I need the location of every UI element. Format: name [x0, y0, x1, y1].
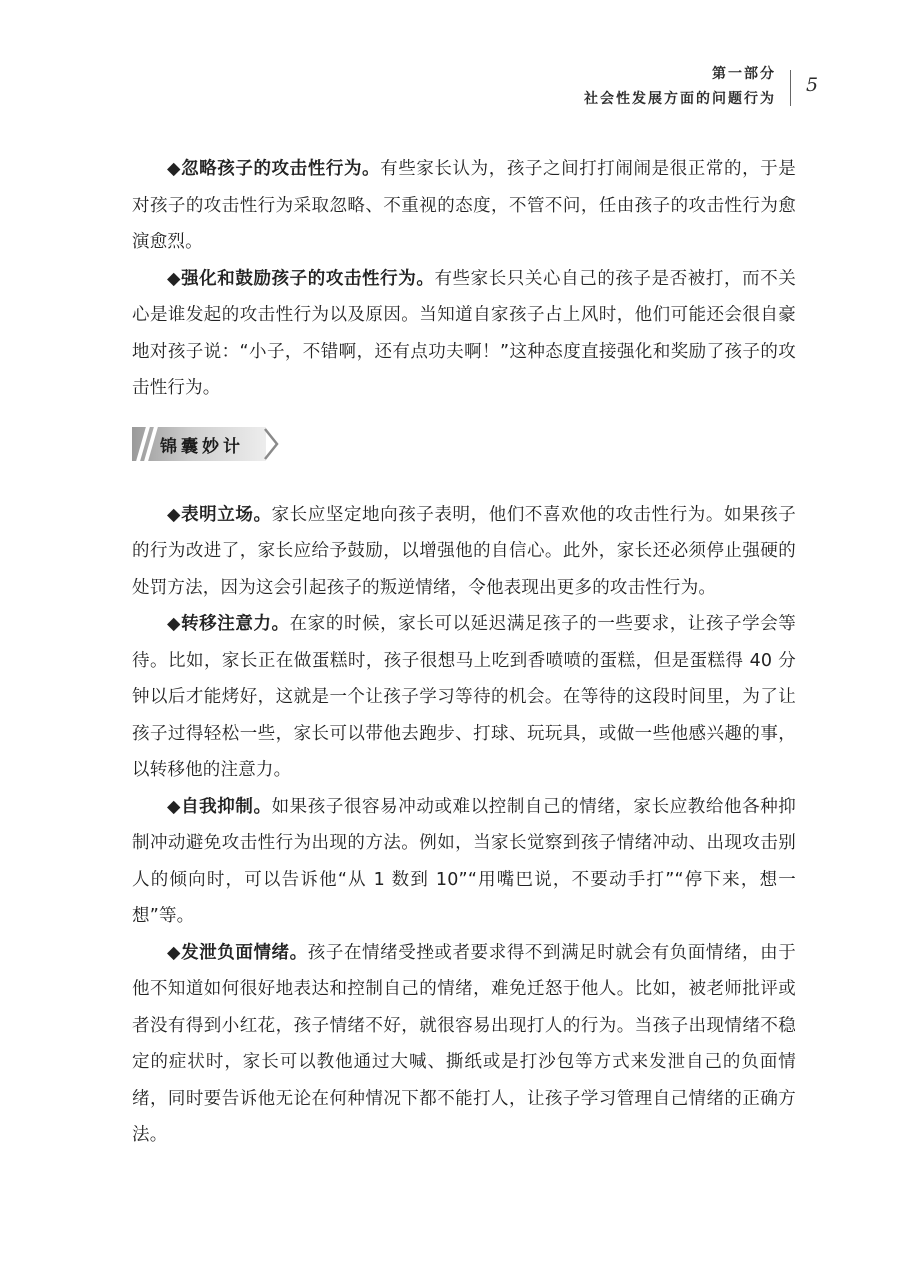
paragraph-heading: 强化和鼓励孩子的攻击性行为。 [181, 268, 435, 289]
paragraph-state-position [132, 497, 796, 607]
diamond-bullet-icon: ◆ [167, 942, 182, 963]
page-number: 5 [806, 74, 819, 96]
tips-section-banner [132, 427, 280, 461]
header-section-title: 社会性发展方面的问题行为 [584, 91, 776, 107]
paragraph-text: 如果孩子很容易冲动或难以控制自己的情绪，家长应教给他各种抑制冲动避免攻击性行为出现的方法。例如，当家长觉察到孩子情绪冲动、出现攻击别人的倾向时，可以告诉他“从 1 数到 10”“用嘴巴说，不要动手打”“停下来，想一想”等。 [132, 796, 796, 926]
diamond-bullet-icon: ◆ [167, 796, 182, 817]
diamond-bullet-icon: ◆ [167, 159, 182, 179]
paragraph-heading: 自我抑制。 [181, 796, 272, 817]
diamond-bullet-icon: ◆ [167, 504, 182, 525]
running-header [584, 62, 776, 112]
paragraph-divert-attention [132, 606, 796, 789]
header-divider [790, 70, 791, 106]
banner-title: 锦囊妙计 [160, 436, 244, 457]
paragraph-text: 在家的时候，家长可以延迟满足孩子的一些要求，让孩子学会等待。比如，家长正在做蛋糕时，孩子很想马上吃到香喷喷的蛋糕，但是蛋糕得 40 分钟以后才能烤好，这就是一个让孩子学习等待的机会。在等待的这段时间里，为了让孩子过得轻松一些，家长可以带他去跑步、打球、玩玩具，或做一些他感兴趣的事，以转移他的注意力。 [132, 614, 796, 780]
paragraph-text: 有些家长认为，孩子之间打打闹闹是很正常的，于是对孩子的攻击性行为采取忽略、不重视的态度，不管不问，任由孩子的攻击性行为愈演愈烈。 [132, 159, 796, 252]
paragraph-heading: 忽略孩子的攻击性行为。 [181, 159, 381, 179]
paragraph-reinforce-aggression [132, 261, 796, 407]
diamond-bullet-icon: ◆ [167, 268, 182, 289]
paragraph-heading: 发泄负面情绪。 [181, 942, 308, 963]
header-part: 第一部分 [712, 66, 776, 82]
page-body [132, 151, 796, 1154]
paragraph-text: 家长应坚定地向孩子表明，他们不喜欢他的攻击性行为。如果孩子的行为改进了，家长应给予鼓励，以增强他的自信心。此外，家长还必须停止强硬的处罚方法，因为这会引起孩子的叛逆情绪，令他表现出更多的攻击性行为。 [132, 504, 796, 598]
paragraph-text: 孩子在情绪受挫或者要求得不到满足时就会有负面情绪，由于他不知道如何很好地表达和控制自己的情绪，难免迁怒于他人。比如，被老师批评或者没有得到小红花，孩子情绪不好，就很容易出现打人的行为。当孩子出现情绪不稳定的症状时，家长可以教他通过大喊、撕纸或是打沙包等方式来发泄自己的负面情绪，同时要告诉他无论在何种情况下都不能打人，让孩子学习管理自己情绪的正确方法。 [132, 942, 796, 1145]
diamond-bullet-icon: ◆ [167, 614, 182, 634]
paragraph-vent-emotions [132, 935, 796, 1154]
chevron-right-icon [262, 427, 280, 461]
paragraph-heading: 转移注意力。 [181, 614, 290, 634]
paragraph-heading: 表明立场。 [181, 504, 272, 525]
paragraph-ignore-aggression [132, 151, 796, 261]
paragraph-text: 有些家长只关心自己的孩子是否被打，而不关心是谁发起的攻击性行为以及原因。当知道自家孩子占上风时，他们可能还会很自豪地对孩子说：“小子，不错啊，还有点功夫啊！”这种态度直接强化和奖励了孩子的攻击性行为。 [132, 268, 796, 398]
paragraph-self-restraint [132, 789, 796, 935]
